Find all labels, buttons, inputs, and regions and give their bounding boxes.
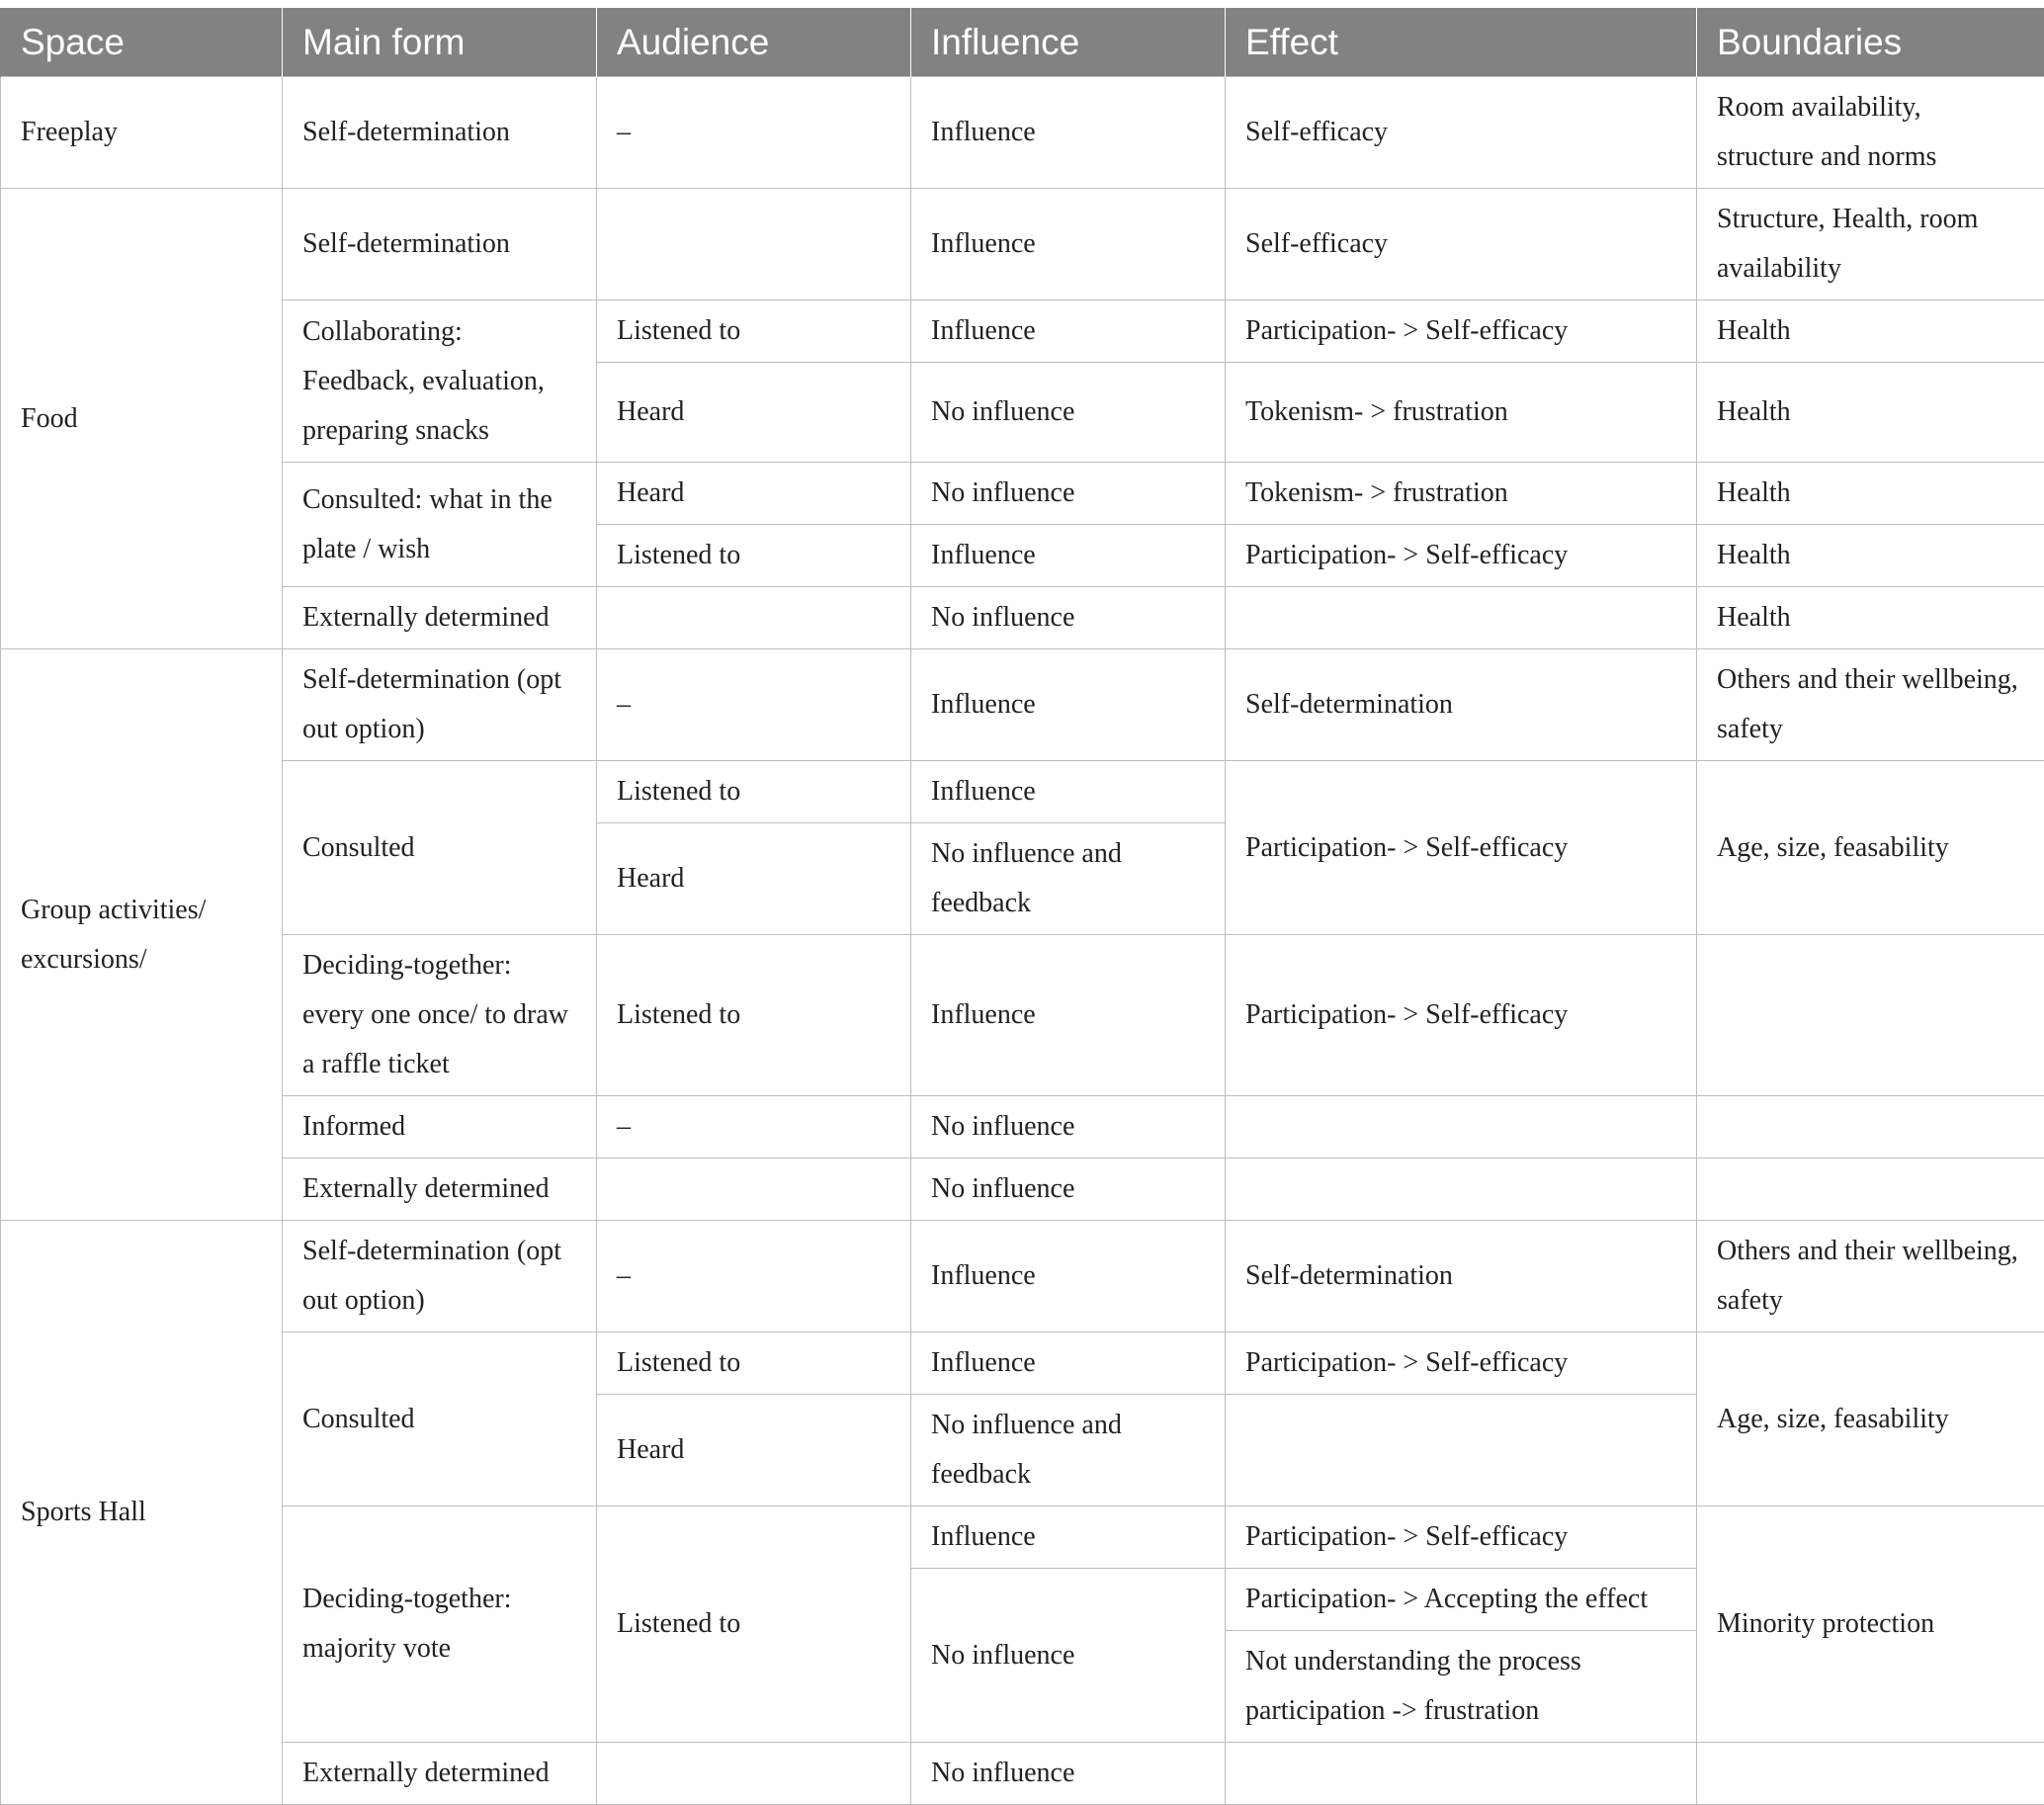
table-row [1,189,2044,301]
influence-cell: Influence [911,1506,1226,1569]
effect-cell: Participation- > Accepting the effect [1226,1569,1697,1631]
main-form-cell: Externally determined [283,1159,597,1221]
influence-cell: No influence [911,1743,1226,1805]
effect-cell: Self-determination [1226,1221,1697,1332]
boundaries-cell [1697,1159,2044,1221]
audience-cell: Listened to [597,1506,911,1743]
header-effect: Effect [1226,8,1697,77]
main-form-cell: Self-determination [283,77,597,189]
influence-cell: Influence [911,1332,1226,1395]
audience-cell: – [597,1221,911,1332]
header-row [1,8,2044,77]
main-form-cell: Informed [283,1096,597,1159]
effect-cell: Self-efficacy [1226,77,1697,189]
boundaries-cell: Room availability, structure and norms [1697,77,2044,189]
main-form-cell: Self-determination (opt out option) [283,649,597,761]
effect-cell: Tokenism- > frustration [1226,463,1697,525]
boundaries-cell: Minority protection [1697,1506,2044,1743]
effect-cell: Participation- > Self-efficacy [1226,1506,1697,1569]
participation-table [0,8,2044,1805]
influence-cell: No influence [911,1159,1226,1221]
effect-cell: Self-determination [1226,649,1697,761]
influence-cell: No influence and feedback [911,823,1226,935]
boundaries-cell: Age, size, feasability [1697,761,2044,935]
table-row [1,463,2044,525]
main-form-cell: Consulted: what in the plate / wish [283,463,597,587]
effect-cell: Participation- > Self-efficacy [1226,1332,1697,1395]
effect-cell: Not understanding the process participation -> frustration [1226,1631,1697,1743]
effect-cell [1226,587,1697,649]
main-form-cell: Self-determination [283,189,597,301]
effect-cell: Participation- > Self-efficacy [1226,935,1697,1096]
audience-cell: Listened to [597,525,911,587]
table-row [1,1159,2044,1221]
main-form-cell: Deciding-together: every one once/ to draw a raffle ticket [283,935,597,1096]
audience-cell: Listened to [597,761,911,823]
influence-cell: No influence [911,363,1226,463]
boundaries-cell: Health [1697,587,2044,649]
audience-cell: Listened to [597,301,911,363]
table-row [1,301,2044,363]
audience-cell [597,1743,911,1805]
influence-cell: Influence [911,189,1226,301]
main-form-cell: Self-determination (opt out option) [283,1221,597,1332]
header-audience: Audience [597,8,911,77]
audience-cell: – [597,649,911,761]
main-form-cell: Externally determined [283,587,597,649]
audience-cell: Heard [597,463,911,525]
audience-cell [597,1159,911,1221]
table-row [1,1743,2044,1805]
boundaries-cell [1697,1096,2044,1159]
boundaries-cell [1697,935,2044,1096]
influence-cell: No influence [911,1569,1226,1743]
effect-cell [1226,1096,1697,1159]
main-form-cell: Collaborating: Feedback, evaluation, preparing snacks [283,301,597,463]
effect-cell: Participation- > Self-efficacy [1226,525,1697,587]
main-form-cell: Consulted [283,761,597,935]
influence-cell: Influence [911,1221,1226,1332]
influence-cell: Influence [911,649,1226,761]
table-row [1,1221,2044,1332]
space-cell: Group activities/ excursions/ [1,649,283,1221]
audience-cell [597,189,911,301]
table-row [1,1506,2044,1569]
space-cell: Freeplay [1,77,283,189]
influence-cell: Influence [911,935,1226,1096]
boundaries-cell: Health [1697,363,2044,463]
effect-cell [1226,1159,1697,1221]
boundaries-cell: Health [1697,301,2044,363]
header-boundaries: Boundaries [1697,8,2044,77]
effect-cell [1226,1395,1697,1506]
main-form-cell: Deciding-together: majority vote [283,1506,597,1743]
influence-cell: Influence [911,301,1226,363]
table-row [1,761,2044,823]
table-row [1,587,2044,649]
effect-cell [1226,1743,1697,1805]
boundaries-cell: Health [1697,463,2044,525]
audience-cell: – [597,1096,911,1159]
influence-cell: No influence [911,1096,1226,1159]
effect-cell: Participation- > Self-efficacy [1226,761,1697,935]
table-row [1,935,2044,1096]
audience-cell: Heard [597,1395,911,1506]
effect-cell: Self-efficacy [1226,189,1697,301]
table-row [1,77,2044,189]
influence-cell: No influence [911,463,1226,525]
main-form-cell: Consulted [283,1332,597,1506]
header-main-form: Main form [283,8,597,77]
audience-cell: Listened to [597,935,911,1096]
space-cell: Sports Hall [1,1221,283,1805]
audience-cell: Listened to [597,1332,911,1395]
main-form-cell: Externally determined [283,1743,597,1805]
space-cell: Food [1,189,283,649]
effect-cell: Participation- > Self-efficacy [1226,301,1697,363]
influence-cell: Influence [911,77,1226,189]
boundaries-cell: Others and their wellbeing, safety [1697,1221,2044,1332]
boundaries-cell [1697,1743,2044,1805]
audience-cell: – [597,77,911,189]
influence-cell: Influence [911,525,1226,587]
boundaries-cell: Structure, Health, room availability [1697,189,2044,301]
influence-cell: No influence and feedback [911,1395,1226,1506]
header-influence: Influence [911,8,1226,77]
influence-cell: Influence [911,761,1226,823]
influence-cell: No influence [911,587,1226,649]
boundaries-cell: Health [1697,525,2044,587]
audience-cell [597,587,911,649]
table-row [1,1332,2044,1395]
boundaries-cell: Others and their wellbeing, safety [1697,649,2044,761]
effect-cell: Tokenism- > frustration [1226,363,1697,463]
table-container [0,8,2044,1805]
audience-cell: Heard [597,823,911,935]
audience-cell: Heard [597,363,911,463]
header-space: Space [1,8,283,77]
boundaries-cell: Age, size, feasability [1697,1332,2044,1506]
table-row [1,649,2044,761]
table-row [1,1096,2044,1159]
